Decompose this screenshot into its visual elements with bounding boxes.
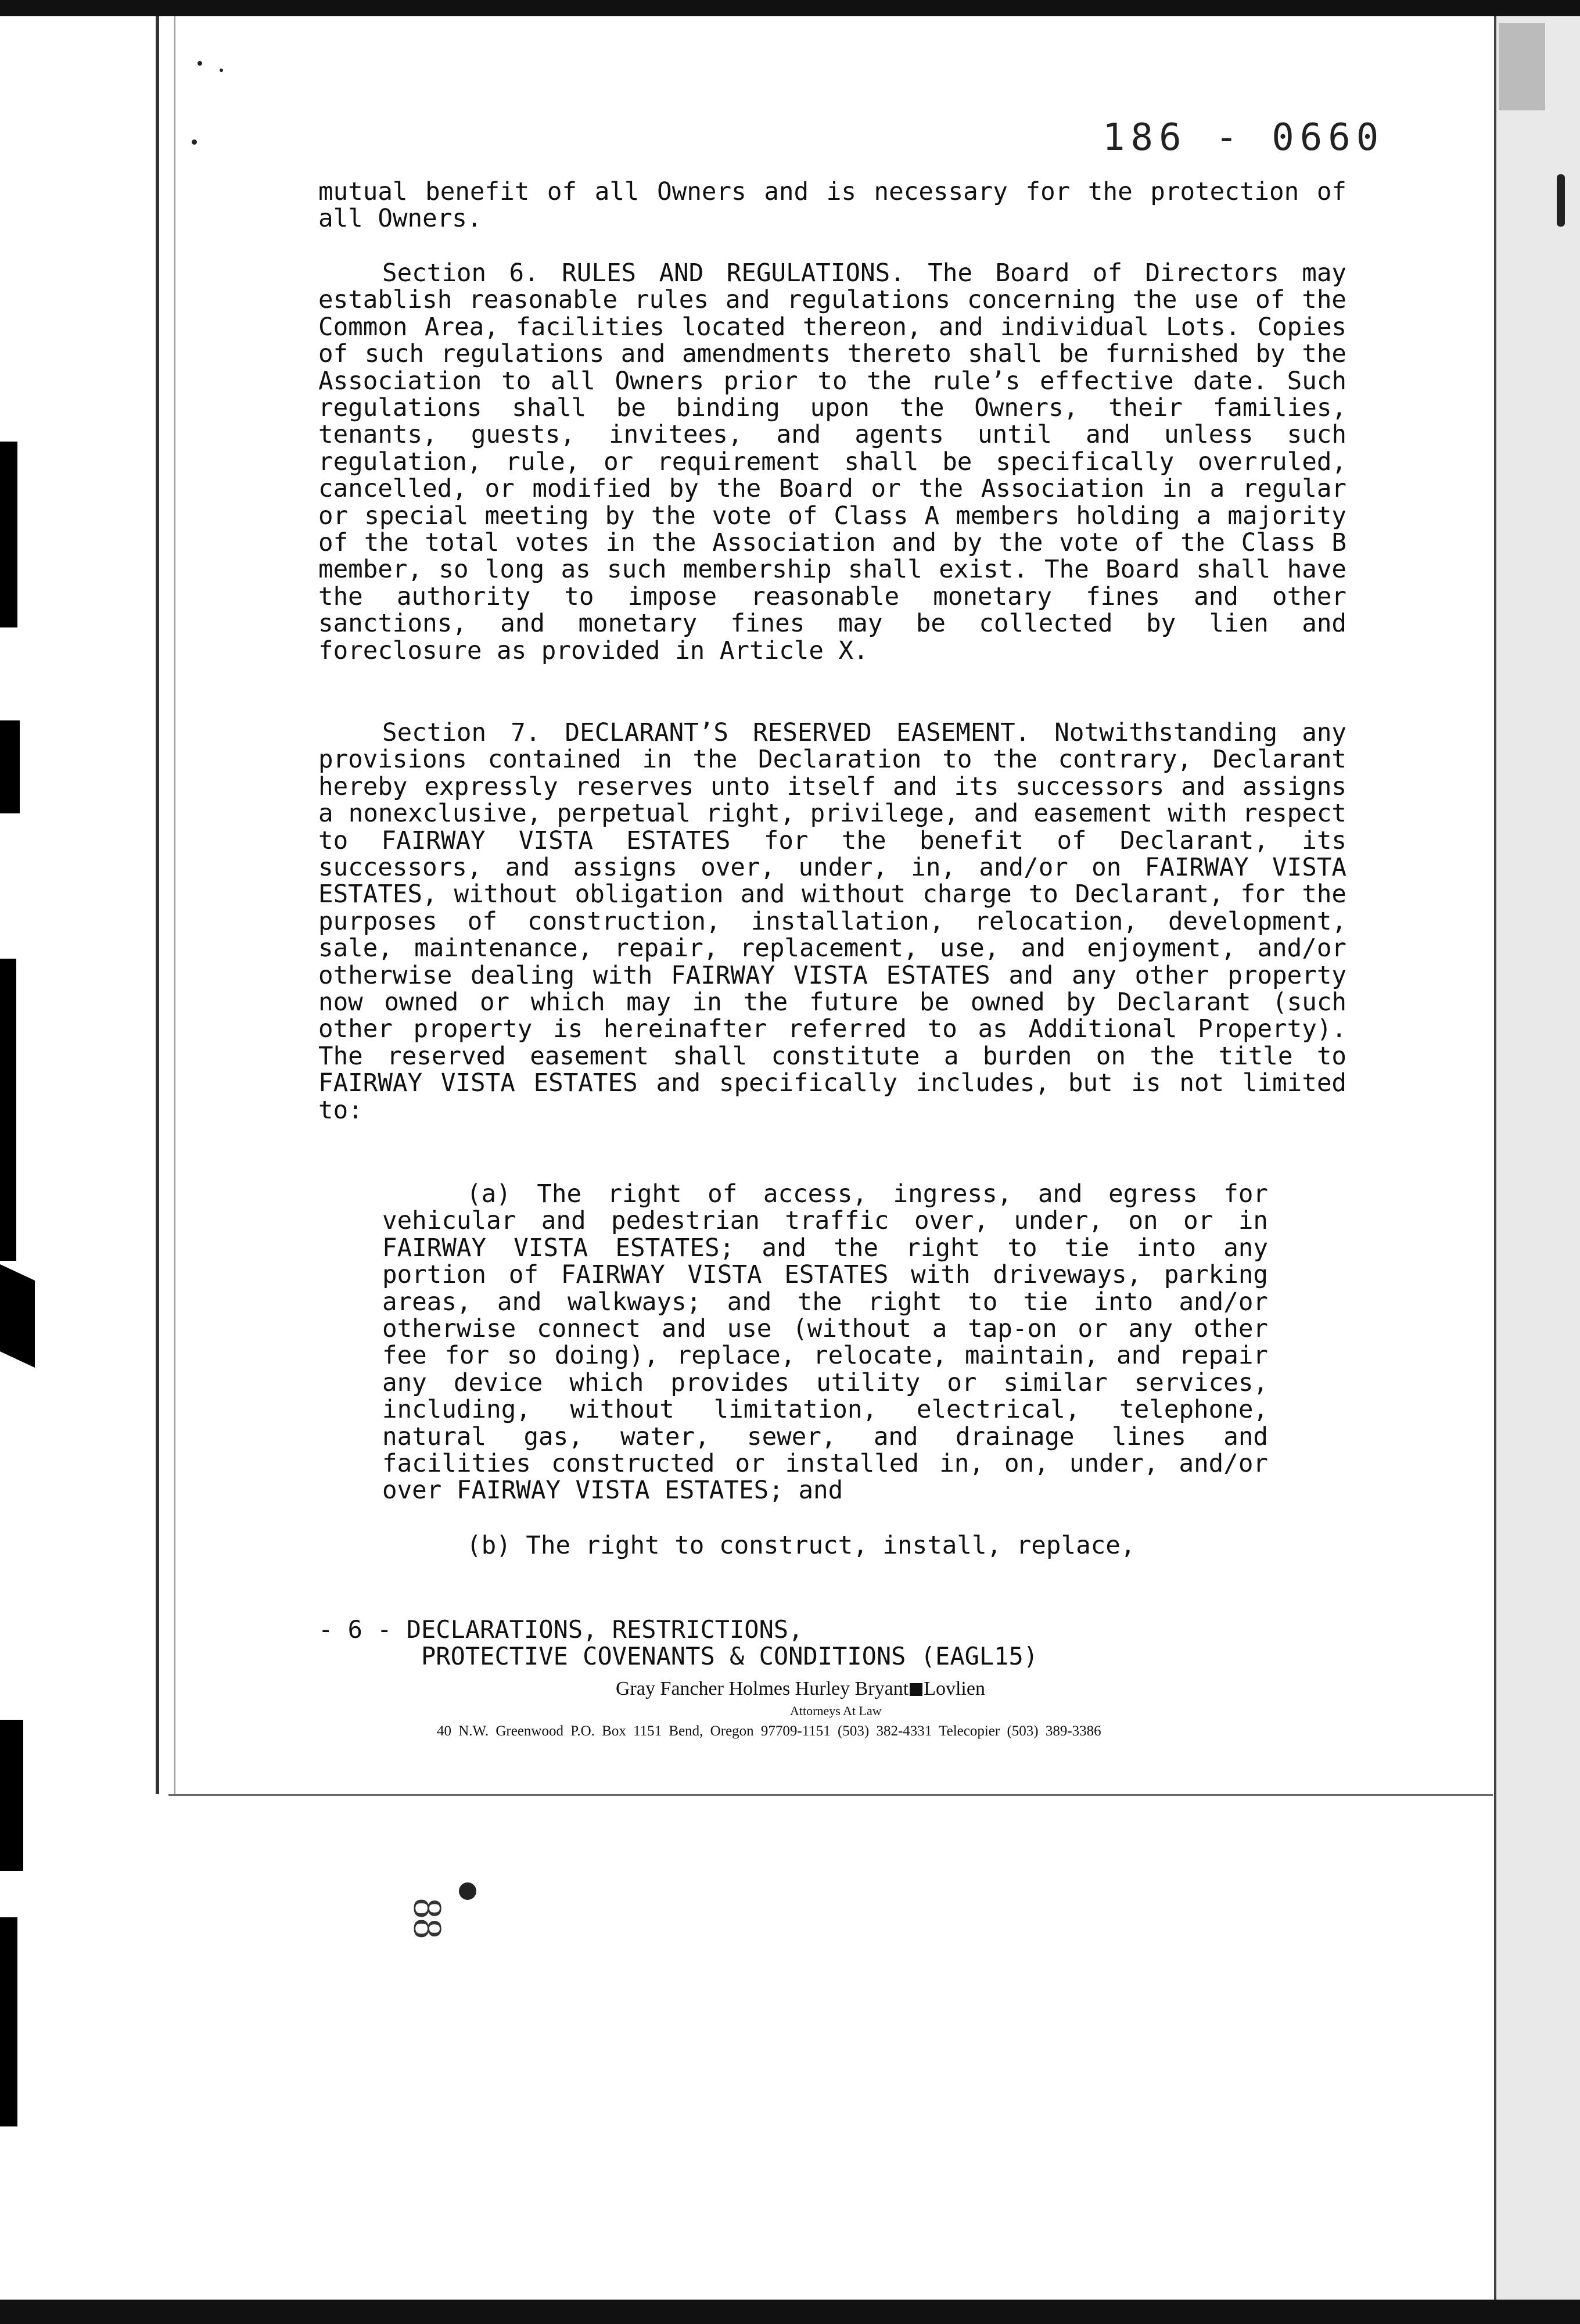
firm-name-part-2: Lovlien bbox=[924, 1678, 985, 1699]
section-6-rules-and-regulations: Section 6. RULES AND REGULATIONS. The Board of Directors may establish reasonable rules and regulations concerning the use of the Common Area, facilities located thereon, and individual Lots. Copies of such regulations and amendments thereto shall be furnished by the Association to all Owners prior to the rule’s effective date. Such regulations shall be binding upon the Owners, their families, tenants, guests, invitees, and agents until and unless such regulation, rule, or requirement shall be specifically overruled, cancelled, or modified by the Board or the Association in a regular or special meeting by the vote of Class A members holding a majority of the total votes in the Association and by the vote of the Class B member, so long as such membership shall exist. The Board shall have the authority to impose reasonable monetary fines and other sanctions, and monetary fines may be collected by lien and foreclosure as provided in Article X. bbox=[318, 259, 1346, 665]
firm-name-part-1: Gray Fancher Holmes Hurley Bryant bbox=[616, 1678, 909, 1699]
left-binding-mark bbox=[0, 1720, 23, 1871]
scan-bottom-border bbox=[0, 2300, 1580, 2324]
scan-top-border bbox=[0, 0, 1580, 16]
subsection-b-right-to-construct: (b) The right to construct, install, replace, bbox=[466, 1532, 1136, 1560]
page-number: 186 - 0660 bbox=[1103, 116, 1385, 159]
left-binding-mark bbox=[0, 720, 20, 813]
speck bbox=[192, 139, 197, 145]
margin-handwritten-number: 88 bbox=[405, 1898, 450, 1939]
page-bottom-rule bbox=[168, 1794, 1493, 1796]
speck bbox=[459, 1882, 476, 1900]
law-firm-name bbox=[616, 1678, 1080, 1700]
document-footer-title bbox=[318, 1616, 1038, 1670]
speck bbox=[198, 61, 202, 66]
footer-line-1: - 6 - DECLARATIONS, RESTRICTIONS, bbox=[318, 1615, 803, 1644]
left-binding-mark bbox=[0, 959, 16, 1261]
speck bbox=[220, 69, 223, 72]
page-right-rule bbox=[1494, 16, 1496, 2300]
scan-right-edge-smudge bbox=[1499, 23, 1545, 110]
law-firm-address: 40 N.W. Greenwood P.O. Box 1151 Bend, Oregon 97709-1151 (503) 382-4331 Telecopier (503) 389-3386 bbox=[437, 1723, 1101, 1739]
page-left-rule bbox=[156, 16, 159, 1794]
paragraph-continuation: mutual benefit of all Owners and is necessary for the protection of all Owners. bbox=[318, 178, 1346, 234]
section-7-declarants-reserved-easement: Section 7. DECLARANT’S RESERVED EASEMENT. Notwithstanding any provisions contained in the Declaration to the contrary, Declarant hereby expressly reserves unto itself and its successors and assigns a nonexclusive, perpetual right, privilege, and easement with respect to FAIRWAY VISTA ESTATES for the benefit of Declarant, its successors, and assigns over, under, in, and/or on FAIRWAY VISTA ESTATES, without obligation and without charge to Declarant, for the purposes of construction, installation, relocation, development, sale, maintenance, repair, replacement, use, and enjoyment, and/or otherwise dealing with FAIRWAY VISTA ESTATES and any other property now owned or which may in the future be owned by Declarant (such other property is hereinafter referred to as Additional Property). The reserved easement shall constitute a burden on the title to FAIRWAY VISTA ESTATES and specifically includes, but is not limited to: bbox=[318, 719, 1346, 1125]
scan-right-edge bbox=[1496, 16, 1580, 2300]
page-left-rule-inner bbox=[174, 16, 175, 1794]
law-firm-subtitle: Attorneys At Law bbox=[790, 1703, 882, 1718]
subsection-a-right-of-access: (a) The right of access, ingress, and egress for vehicular and pedestrian traffic over, under, on or in FAIRWAY VISTA ESTATES; and the right to tie into any portion of FAIRWAY VISTA ESTATES with driveways, parking areas, and walkways; and the right to tie into and/or otherwise connect and use (without a tap-on or any other fee for so doing), replace, relocate, maintain, and repair any device which provides utility or similar services, including, without limitation, electrical, telephone, natural gas, water, sewer, and drainage lines and facilities constructed or installed in, on, under, and/or over FAIRWAY VISTA ESTATES; and bbox=[382, 1180, 1268, 1505]
firm-square-icon bbox=[910, 1683, 922, 1696]
left-binding-mark bbox=[0, 1264, 35, 1368]
left-binding-mark bbox=[0, 442, 17, 627]
left-binding-mark bbox=[0, 1917, 17, 2126]
speck bbox=[1557, 174, 1565, 227]
footer-line-2: PROTECTIVE COVENANTS & CONDITIONS (EAGL15) bbox=[421, 1642, 1039, 1670]
